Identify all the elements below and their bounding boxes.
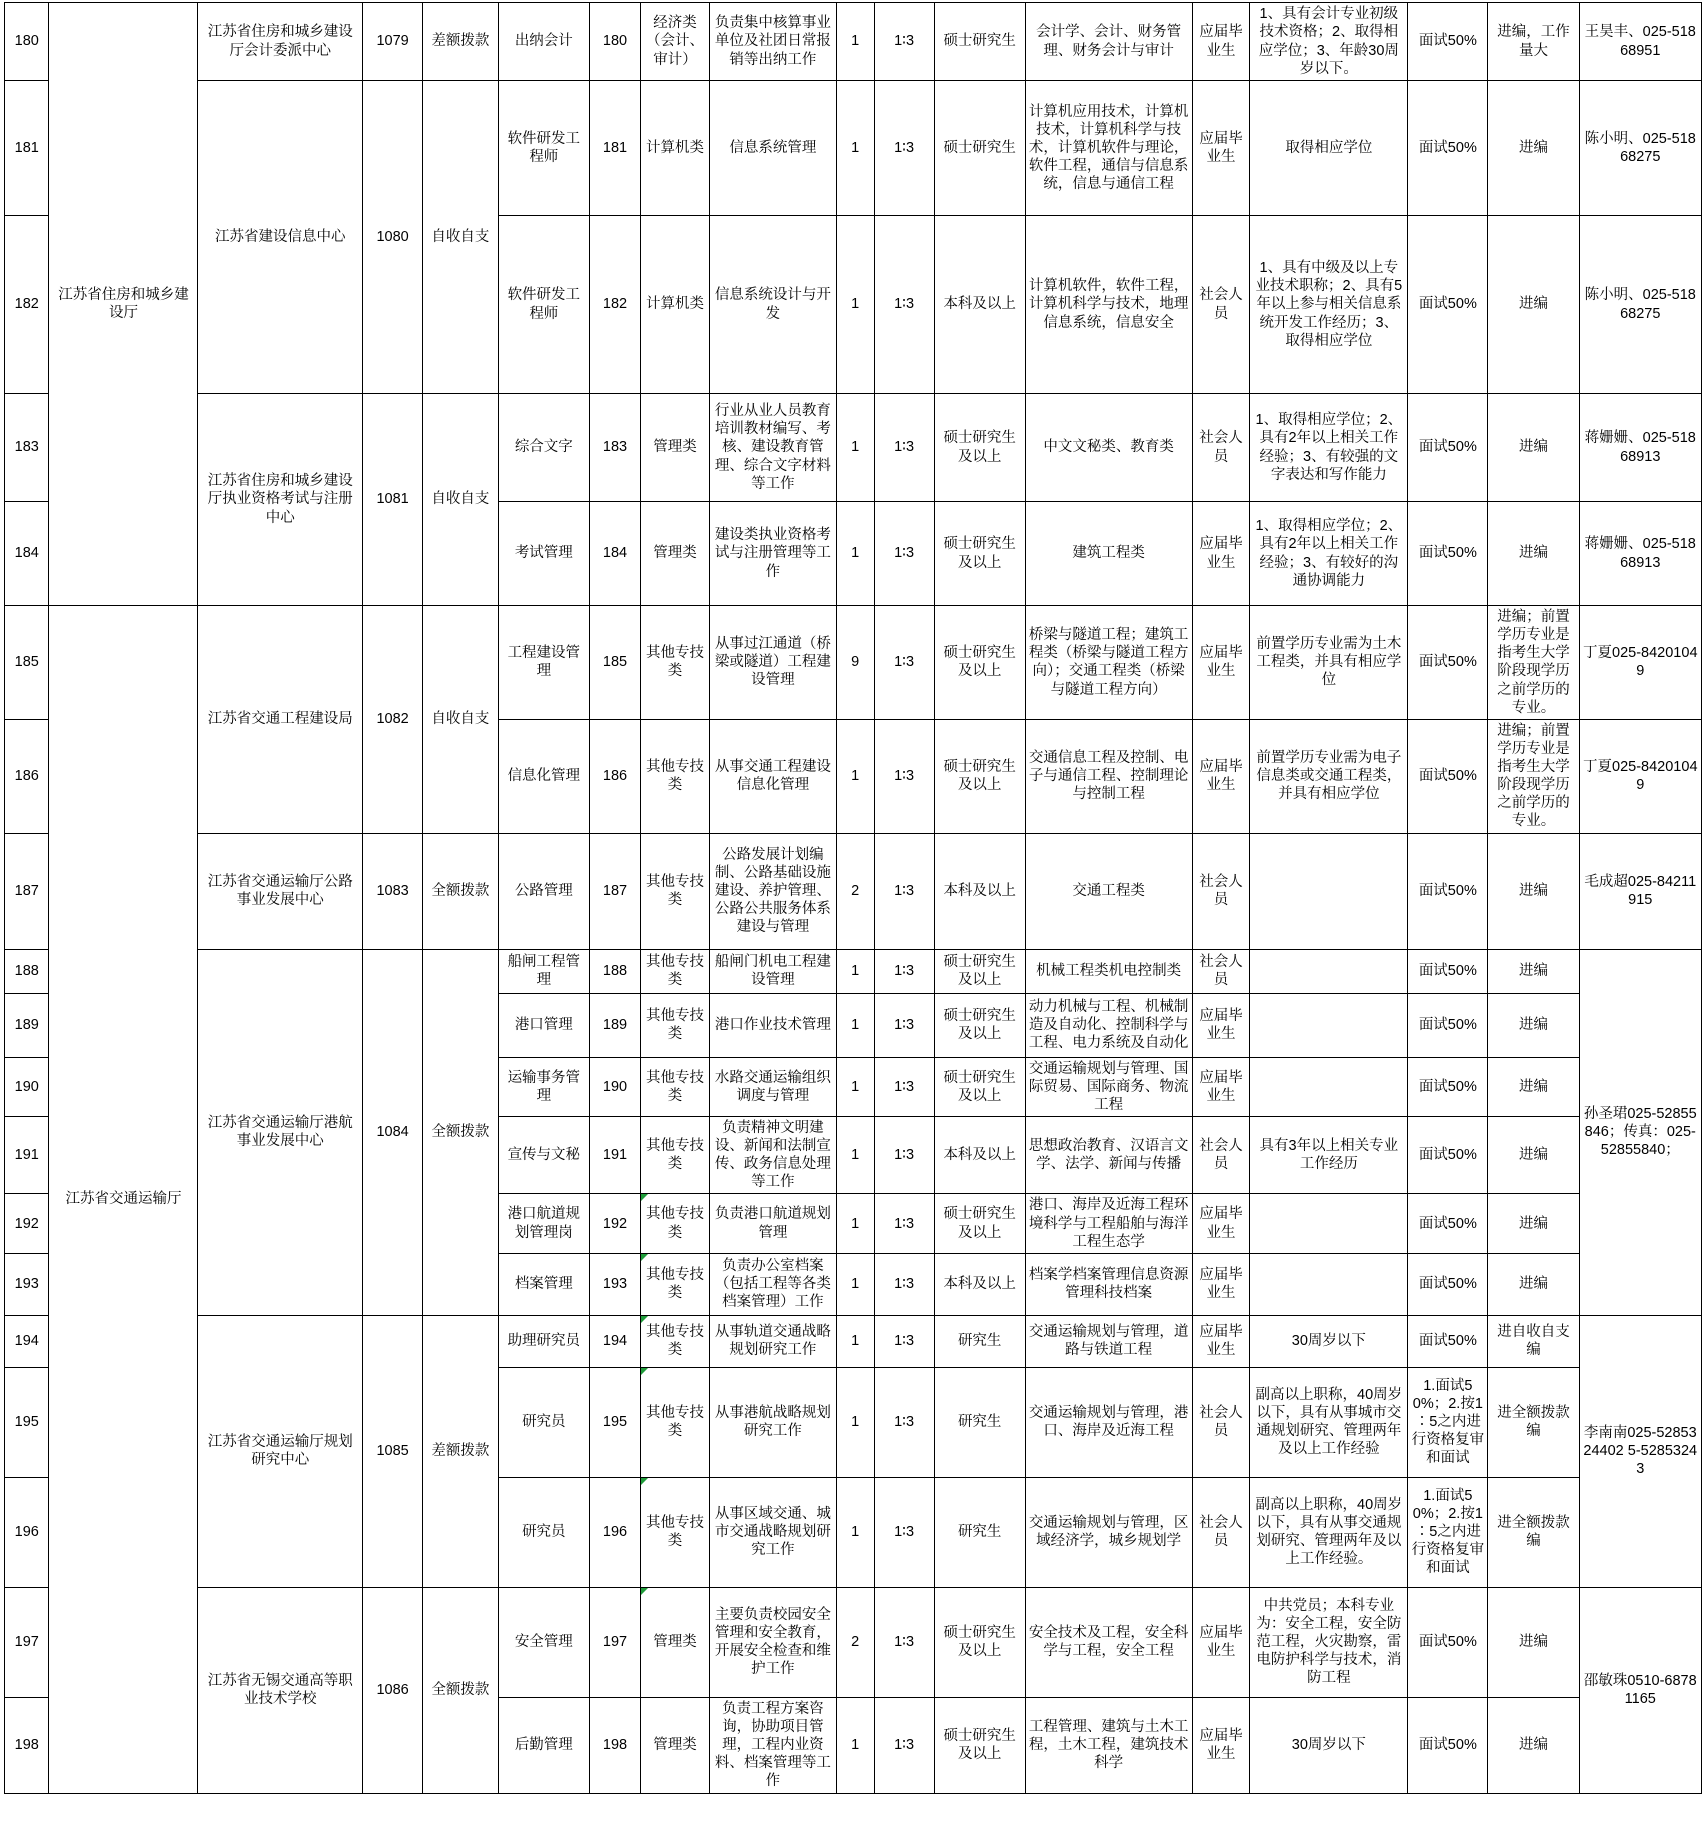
exam-ratio: 1∶3 [874,1253,934,1315]
education-requirement: 研究生 [934,1477,1025,1587]
position-code: 196 [589,1477,640,1587]
position-code: 182 [589,216,640,394]
position-duties: 从事区域交通、城市交通战略规划研究工作 [709,1477,836,1587]
exam-method: 面试50% [1408,993,1488,1057]
education-requirement: 本科及以上 [934,1253,1025,1315]
position-category: 经济类（会计、审计） [641,3,710,81]
education-requirement: 硕士研究生及以上 [934,949,1025,993]
table-row [5,81,1702,216]
position-duties: 负责港口航道规划管理 [709,1194,836,1253]
identity-requirement: 应届毕业生 [1192,1587,1250,1697]
position-category: 管理类 [641,1697,710,1793]
major-requirement: 安全技术及工程，安全科学与工程，安全工程 [1025,1587,1192,1697]
recruit-count: 1 [836,993,874,1057]
exam-ratio: 1∶3 [874,1587,934,1697]
major-requirement: 交通运输规划与管理，道路与铁道工程 [1025,1315,1192,1367]
remarks: 进编 [1488,993,1579,1057]
exam-method: 面试50% [1408,3,1488,81]
other-conditions: 副高以上职称，40周岁以下，具有从事交通规划研究、管理两年及以上工作经验。 [1250,1477,1408,1587]
row-index: 197 [5,1587,49,1697]
unit-name: 江苏省住房和城乡建设厅执业资格考试与注册中心 [198,394,363,606]
major-requirement: 交通运输规划与管理，区域经济学，城乡规划学 [1025,1477,1192,1587]
position-duties: 从事轨道交通战略规划研究工作 [709,1315,836,1367]
funding-type: 全额拨款 [423,1587,499,1793]
exam-ratio: 1∶3 [874,394,934,502]
recruitment-table [4,2,1702,1794]
position-category: 管理类 [641,1587,710,1697]
position-category: 其他专技类 [641,606,710,720]
unit-code: 1082 [363,606,423,834]
department-name: 江苏省住房和城乡建设厅 [49,3,198,606]
recruit-count: 1 [836,1116,874,1194]
row-index: 180 [5,3,49,81]
row-index: 187 [5,833,49,949]
unit-name: 江苏省交通运输厅公路事业发展中心 [198,833,363,949]
education-requirement: 硕士研究生及以上 [934,606,1025,720]
unit-name: 江苏省无锡交通高等职业技术学校 [198,1587,363,1793]
recruit-count: 1 [836,1057,874,1116]
position-code: 183 [589,394,640,502]
table-row [5,1587,1702,1697]
remarks: 进全额拨款编 [1488,1367,1579,1477]
unit-code: 1083 [363,833,423,949]
unit-name: 江苏省建设信息中心 [198,81,363,394]
identity-requirement: 应届毕业生 [1192,1194,1250,1253]
recruit-count: 1 [836,949,874,993]
identity-requirement: 社会人员 [1192,394,1250,502]
exam-ratio: 1∶3 [874,502,934,606]
position-category: 其他专技类 [641,1477,710,1587]
position-category: 管理类 [641,394,710,502]
major-requirement: 交通信息工程及控制、电子与通信工程、控制理论与控制工程 [1025,719,1192,833]
row-index: 183 [5,394,49,502]
position-name: 考试管理 [498,502,589,606]
position-duties: 公路发展计划编制、公路基础设施建设、养护管理、公路公共服务体系建设与管理 [709,833,836,949]
exam-method: 面试50% [1408,81,1488,216]
position-category: 计算机类 [641,81,710,216]
position-code: 192 [589,1194,640,1253]
remarks: 进编，工作量大 [1488,3,1579,81]
unit-name: 江苏省交通运输厅港航事业发展中心 [198,949,363,1315]
row-index: 190 [5,1057,49,1116]
remarks: 进自收自支编 [1488,1315,1579,1367]
position-name: 档案管理 [498,1253,589,1315]
position-duties: 负责集中核算事业单位及社团日常报销等出纳工作 [709,3,836,81]
position-name: 助理研究员 [498,1315,589,1367]
contact-info: 毛成超025-84211915 [1579,833,1701,949]
exam-method: 面试50% [1408,1587,1488,1697]
table-row [5,606,1702,720]
identity-requirement: 应届毕业生 [1192,81,1250,216]
exam-method: 面试50% [1408,502,1488,606]
recruit-count: 1 [836,216,874,394]
identity-requirement: 社会人员 [1192,833,1250,949]
major-requirement: 会计学、会计、财务管理、财务会计与审计 [1025,3,1192,81]
position-name: 港口管理 [498,993,589,1057]
position-duties: 信息系统管理 [709,81,836,216]
identity-requirement: 应届毕业生 [1192,502,1250,606]
exam-method: 1.面试50%；2.按1∶5之内进行资格复审和面试 [1408,1367,1488,1477]
position-category: 其他专技类 [641,1367,710,1477]
major-requirement: 计算机应用技术，计算机技术，计算机科学与技术，计算机软件与理论，软件工程，通信与信息系统，信息与通信工程 [1025,81,1192,216]
exam-ratio: 1∶3 [874,833,934,949]
contact-info: 李南南025-5285324402 5-52853243 [1579,1315,1701,1587]
other-conditions: 1、具有中级及以上专业技术职称；2、具有5年以上参与相关信息系统开发工作经历；3、取得相应学位 [1250,216,1408,394]
contact-info: 邵敏珠0510-68781165 [1579,1587,1701,1793]
position-code: 186 [589,719,640,833]
row-index: 181 [5,81,49,216]
position-category: 其他专技类 [641,1116,710,1194]
recruit-count: 1 [836,502,874,606]
major-requirement: 港口、海岸及近海工程环境科学与工程船舶与海洋工程生态学 [1025,1194,1192,1253]
position-code: 191 [589,1116,640,1194]
education-requirement: 硕士研究生及以上 [934,1057,1025,1116]
exam-method: 面试50% [1408,216,1488,394]
position-duties: 从事港航战略规划研究工作 [709,1367,836,1477]
education-requirement: 本科及以上 [934,833,1025,949]
row-index: 184 [5,502,49,606]
position-name: 安全管理 [498,1587,589,1697]
position-name: 软件研发工程师 [498,216,589,394]
position-name: 研究员 [498,1477,589,1587]
position-name: 软件研发工程师 [498,81,589,216]
other-conditions: 中共党员；本科专业为：安全工程，安全防范工程，火灾勘察，雷电防护科学与技术，消防工程 [1250,1587,1408,1697]
other-conditions: 前置学历专业需为土木工程类，并具有相应学位 [1250,606,1408,720]
position-code: 184 [589,502,640,606]
remarks: 进编 [1488,394,1579,502]
position-name: 后勤管理 [498,1697,589,1793]
unit-code: 1084 [363,949,423,1315]
education-requirement: 研究生 [934,1367,1025,1477]
other-conditions: 30周岁以下 [1250,1697,1408,1793]
other-conditions [1250,833,1408,949]
unit-code: 1081 [363,394,423,606]
position-duties: 港口作业技术管理 [709,993,836,1057]
identity-requirement: 应届毕业生 [1192,1315,1250,1367]
remarks: 进编 [1488,833,1579,949]
exam-method: 面试50% [1408,394,1488,502]
table-row [5,394,1702,502]
position-name: 船闸工程管理 [498,949,589,993]
exam-ratio: 1∶3 [874,719,934,833]
table-row [5,833,1702,949]
position-code: 197 [589,1587,640,1697]
contact-info: 蒋姗姗、025-51868913 [1579,502,1701,606]
identity-requirement: 应届毕业生 [1192,719,1250,833]
remarks: 进编 [1488,81,1579,216]
position-duties: 信息系统设计与开发 [709,216,836,394]
recruit-count: 2 [836,1587,874,1697]
position-name: 工程建设管理 [498,606,589,720]
position-duties: 负责办公室档案（包括工程等各类档案管理）工作 [709,1253,836,1315]
row-index: 192 [5,1194,49,1253]
position-duties: 船闸门机电工程建设管理 [709,949,836,993]
education-requirement: 硕士研究生及以上 [934,502,1025,606]
position-category: 其他专技类 [641,949,710,993]
education-requirement: 硕士研究生 [934,81,1025,216]
position-category: 其他专技类 [641,719,710,833]
major-requirement: 建筑工程类 [1025,502,1192,606]
position-category: 管理类 [641,502,710,606]
major-requirement: 交通工程类 [1025,833,1192,949]
education-requirement: 硕士研究生及以上 [934,719,1025,833]
identity-requirement: 社会人员 [1192,949,1250,993]
other-conditions [1250,1253,1408,1315]
position-category: 计算机类 [641,216,710,394]
education-requirement: 硕士研究生及以上 [934,394,1025,502]
funding-type: 全额拨款 [423,949,499,1315]
major-requirement: 桥梁与隧道工程；建筑工程类（桥梁与隧道工程方向）；交通工程类（桥梁与隧道工程方向） [1025,606,1192,720]
exam-method: 面试50% [1408,1697,1488,1793]
other-conditions [1250,1194,1408,1253]
recruit-count: 1 [836,1367,874,1477]
row-index: 186 [5,719,49,833]
other-conditions [1250,949,1408,993]
education-requirement: 硕士研究生及以上 [934,1194,1025,1253]
exam-method: 面试50% [1408,1315,1488,1367]
recruit-count: 2 [836,833,874,949]
education-requirement: 硕士研究生 [934,3,1025,81]
recruit-count: 1 [836,1315,874,1367]
exam-method: 面试50% [1408,1253,1488,1315]
position-name: 信息化管理 [498,719,589,833]
position-duties: 从事交通工程建设信息化管理 [709,719,836,833]
position-code: 195 [589,1367,640,1477]
unit-name: 江苏省交通运输厅规划研究中心 [198,1315,363,1587]
table-row [5,3,1702,81]
position-code: 180 [589,3,640,81]
exam-ratio: 1∶3 [874,1477,934,1587]
exam-ratio: 1∶3 [874,949,934,993]
other-conditions: 具有3年以上相关专业工作经历 [1250,1116,1408,1194]
identity-requirement: 应届毕业生 [1192,606,1250,720]
remarks: 进编 [1488,1116,1579,1194]
position-code: 194 [589,1315,640,1367]
identity-requirement: 社会人员 [1192,1116,1250,1194]
other-conditions: 30周岁以下 [1250,1315,1408,1367]
position-category: 其他专技类 [641,1057,710,1116]
remarks: 进编；前置学历专业是指考生大学阶段现学历之前学历的专业。 [1488,606,1579,720]
recruit-count: 1 [836,81,874,216]
education-requirement: 本科及以上 [934,1116,1025,1194]
position-category: 其他专技类 [641,1194,710,1253]
position-duties: 负责工程方案咨询，协助项目管理，工程内业资料、档案管理等工作 [709,1697,836,1793]
recruit-count: 9 [836,606,874,720]
other-conditions: 副高以上职称，40周岁以下，具有从事城市交通规划研究、管理两年及以上工作经验 [1250,1367,1408,1477]
major-requirement: 交通运输规划与管理，港口、海岸及近海工程 [1025,1367,1192,1477]
position-code: 181 [589,81,640,216]
exam-method: 面试50% [1408,949,1488,993]
position-duties: 主要负责校园安全管理和安全教育，开展安全检查和维护工作 [709,1587,836,1697]
recruit-count: 1 [836,1477,874,1587]
position-name: 出纳会计 [498,3,589,81]
exam-method: 面试50% [1408,833,1488,949]
row-index: 185 [5,606,49,720]
row-index: 194 [5,1315,49,1367]
contact-info: 蒋姗姗、025-51868913 [1579,394,1701,502]
unit-code: 1079 [363,3,423,81]
exam-ratio: 1∶3 [874,1697,934,1793]
exam-method: 面试50% [1408,606,1488,720]
other-conditions [1250,993,1408,1057]
position-code: 189 [589,993,640,1057]
contact-info: 丁夏025-84201049 [1579,719,1701,833]
remarks: 进编 [1488,216,1579,394]
remarks: 进编 [1488,1057,1579,1116]
position-name: 运输事务管理 [498,1057,589,1116]
identity-requirement: 社会人员 [1192,1477,1250,1587]
education-requirement: 本科及以上 [934,216,1025,394]
department-name: 江苏省交通运输厅 [49,606,198,1794]
recruit-count: 1 [836,1253,874,1315]
position-name: 公路管理 [498,833,589,949]
row-index: 198 [5,1697,49,1793]
position-name: 宣传与文秘 [498,1116,589,1194]
contact-info: 孙圣珺025-52855846；传真：025-52855840； [1579,949,1701,1315]
other-conditions [1250,1057,1408,1116]
major-requirement: 中文文秘类、教育类 [1025,394,1192,502]
funding-type: 差额拨款 [423,1315,499,1587]
exam-method: 面试50% [1408,1116,1488,1194]
row-index: 193 [5,1253,49,1315]
position-duties: 行业从业人员教育培训教材编写、考核、建设教育管理、综合文字材料等工作 [709,394,836,502]
contact-info: 王昊丰、025-51868951 [1579,3,1701,81]
exam-ratio: 1∶3 [874,1057,934,1116]
funding-type: 自收自支 [423,606,499,834]
position-code: 185 [589,606,640,720]
row-index: 182 [5,216,49,394]
position-code: 187 [589,833,640,949]
education-requirement: 研究生 [934,1315,1025,1367]
remarks: 进编 [1488,1587,1579,1697]
funding-type: 自收自支 [423,394,499,606]
unit-code: 1085 [363,1315,423,1587]
exam-ratio: 1∶3 [874,1315,934,1367]
funding-type: 差额拨款 [423,3,499,81]
exam-ratio: 1∶3 [874,1116,934,1194]
unit-code: 1086 [363,1587,423,1793]
recruit-count: 1 [836,1194,874,1253]
position-category: 其他专技类 [641,993,710,1057]
position-code: 188 [589,949,640,993]
major-requirement: 工程管理、建筑与土木工程，土木工程，建筑技术科学 [1025,1697,1192,1793]
row-index: 188 [5,949,49,993]
remarks: 进编 [1488,949,1579,993]
contact-info: 陈小明、025-51868275 [1579,216,1701,394]
identity-requirement: 社会人员 [1192,216,1250,394]
contact-info: 陈小明、025-51868275 [1579,81,1701,216]
other-conditions: 1、取得相应学位；2、具有2年以上相关工作经验；3、有较好的沟通协调能力 [1250,502,1408,606]
exam-ratio: 1∶3 [874,81,934,216]
exam-method: 面试50% [1408,719,1488,833]
exam-ratio: 1∶3 [874,1367,934,1477]
position-name: 港口航道规划管理岗 [498,1194,589,1253]
remarks: 进编 [1488,1697,1579,1793]
remarks: 进全额拨款编 [1488,1477,1579,1587]
position-category: 其他专技类 [641,833,710,949]
remarks: 进编 [1488,1194,1579,1253]
exam-ratio: 1∶3 [874,993,934,1057]
position-duties: 从事过江通道（桥梁或隧道）工程建设管理 [709,606,836,720]
funding-type: 全额拨款 [423,833,499,949]
position-name: 研究员 [498,1367,589,1477]
exam-method: 1.面试50%；2.按1∶5之内进行资格复审和面试 [1408,1477,1488,1587]
row-index: 189 [5,993,49,1057]
remarks: 进编 [1488,1253,1579,1315]
major-requirement: 机械工程类机电控制类 [1025,949,1192,993]
unit-name: 江苏省住房和城乡建设厅会计委派中心 [198,3,363,81]
major-requirement: 思想政治教育、汉语言文学、法学、新闻与传播 [1025,1116,1192,1194]
position-duties: 负责精神文明建设、新闻和法制宣传、政务信息处理等工作 [709,1116,836,1194]
position-category: 其他专技类 [641,1315,710,1367]
recruit-count: 1 [836,3,874,81]
identity-requirement: 应届毕业生 [1192,3,1250,81]
exam-ratio: 1∶3 [874,606,934,720]
table-row [5,1315,1702,1367]
major-requirement: 计算机软件，软件工程，计算机科学与技术，地理信息系统，信息安全 [1025,216,1192,394]
unit-name: 江苏省交通工程建设局 [198,606,363,834]
other-conditions: 前置学历专业需为电子信息类或交通工程类，并具有相应学位 [1250,719,1408,833]
education-requirement: 硕士研究生及以上 [934,1697,1025,1793]
recruit-count: 1 [836,719,874,833]
other-conditions: 1、取得相应学位；2、具有2年以上相关工作经验；3、有较强的文字表达和写作能力 [1250,394,1408,502]
row-index: 191 [5,1116,49,1194]
row-index: 195 [5,1367,49,1477]
contact-info: 丁夏025-84201049 [1579,606,1701,720]
education-requirement: 硕士研究生及以上 [934,993,1025,1057]
position-name: 综合文字 [498,394,589,502]
major-requirement: 动力机械与工程、机械制造及自动化、控制科学与工程、电力系统及自动化 [1025,993,1192,1057]
other-conditions: 1、具有会计专业初级技术资格；2、取得相应学位；3、年龄30周岁以下。 [1250,3,1408,81]
position-code: 198 [589,1697,640,1793]
funding-type: 自收自支 [423,81,499,394]
position-duties: 水路交通运输组织调度与管理 [709,1057,836,1116]
unit-code: 1080 [363,81,423,394]
exam-ratio: 1∶3 [874,1194,934,1253]
recruit-count: 1 [836,1697,874,1793]
identity-requirement: 社会人员 [1192,1367,1250,1477]
major-requirement: 档案学档案管理信息资源管理科技档案 [1025,1253,1192,1315]
position-category: 其他专技类 [641,1253,710,1315]
other-conditions: 取得相应学位 [1250,81,1408,216]
recruit-count: 1 [836,394,874,502]
position-code: 193 [589,1253,640,1315]
position-duties: 建设类执业资格考试与注册管理等工作 [709,502,836,606]
identity-requirement: 应届毕业生 [1192,1253,1250,1315]
major-requirement: 交通运输规划与管理、国际贸易、国际商务、物流工程 [1025,1057,1192,1116]
education-requirement: 硕士研究生及以上 [934,1587,1025,1697]
exam-ratio: 1∶3 [874,216,934,394]
exam-method: 面试50% [1408,1057,1488,1116]
identity-requirement: 应届毕业生 [1192,993,1250,1057]
exam-method: 面试50% [1408,1194,1488,1253]
identity-requirement: 应届毕业生 [1192,1697,1250,1793]
position-code: 190 [589,1057,640,1116]
remarks: 进编 [1488,502,1579,606]
row-index: 196 [5,1477,49,1587]
exam-ratio: 1∶3 [874,3,934,81]
remarks: 进编；前置学历专业是指考生大学阶段现学历之前学历的专业。 [1488,719,1579,833]
identity-requirement: 应届毕业生 [1192,1057,1250,1116]
table-row [5,949,1702,993]
